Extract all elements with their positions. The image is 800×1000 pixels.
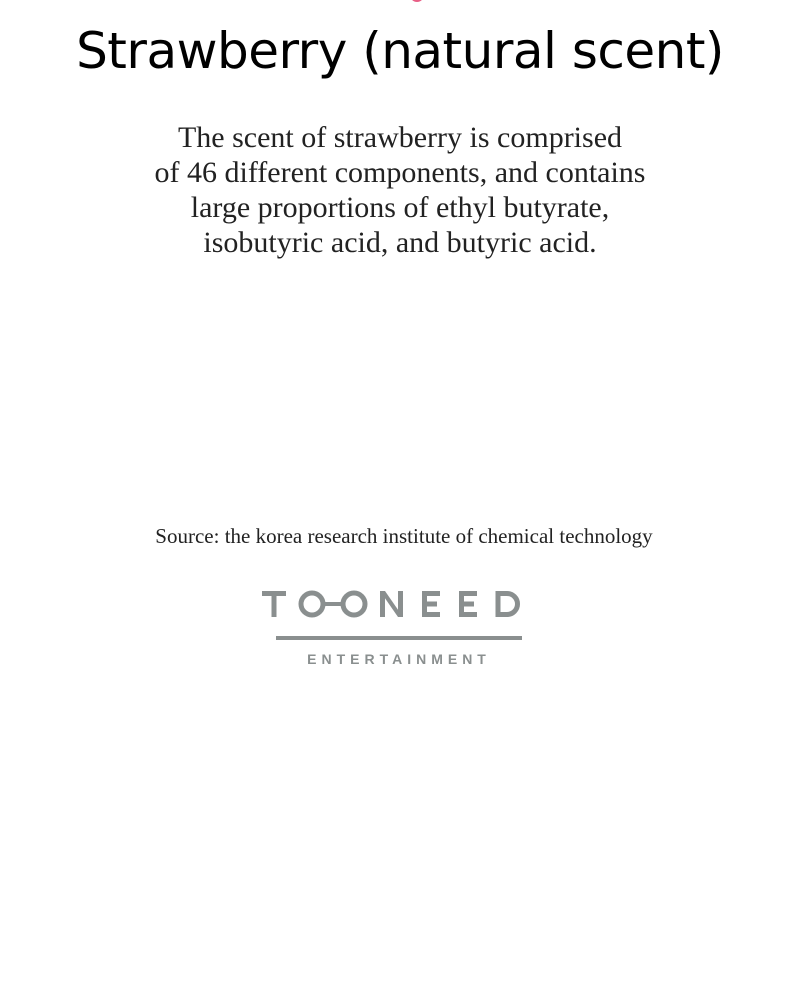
description-text <box>80 120 720 260</box>
tooneed-logo <box>262 585 542 671</box>
description-line: The scent of strawberry is comprised <box>177 121 623 154</box>
svg-text:ENTERTAINMENT: ENTERTAINMENT <box>307 651 491 667</box>
description-line: large proportions of ethyl butyrate, <box>190 191 610 224</box>
tooneed-entertainment-logo-icon <box>262 585 542 671</box>
page-title: Strawberry (natural scent) <box>76 22 724 80</box>
description-line: of 46 different components, and contains <box>154 156 646 189</box>
top-accent-dot <box>410 0 424 2</box>
description-line: isobutyric acid, and butyric acid. <box>203 226 597 259</box>
source-text: Source: the korea research institute of chemical technology <box>155 524 653 548</box>
